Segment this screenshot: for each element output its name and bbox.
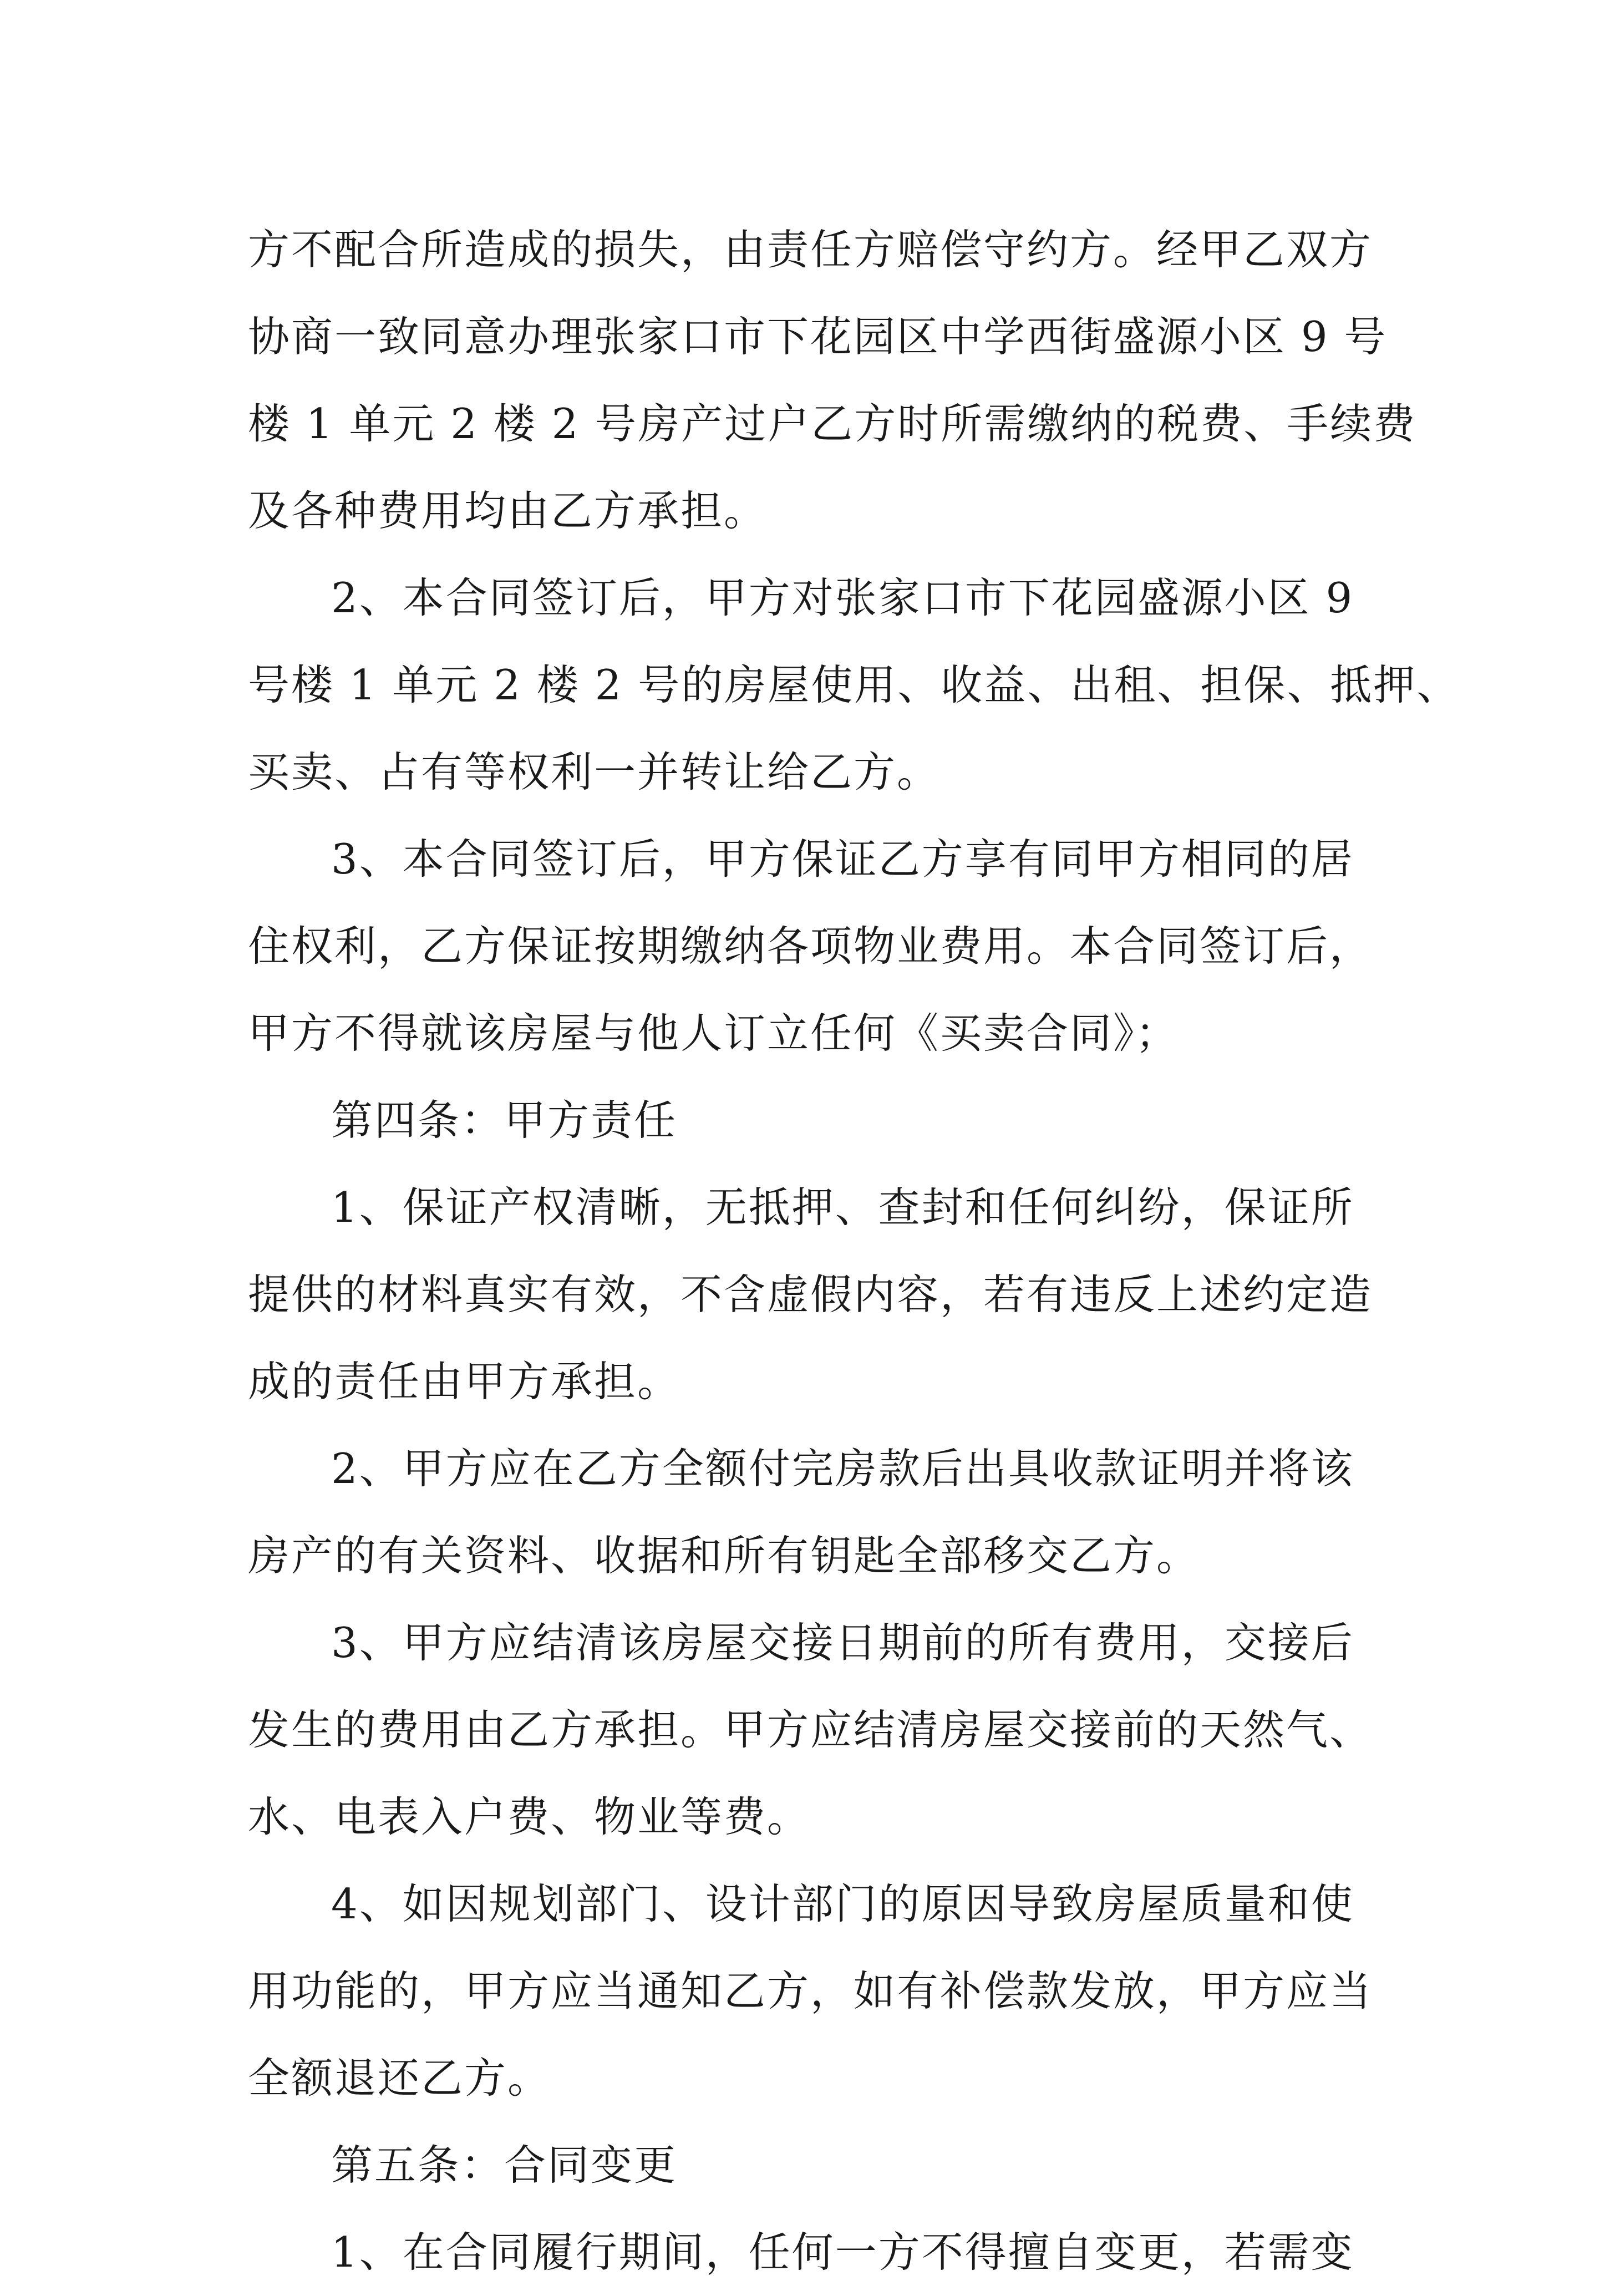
section-heading-article-4: 第四条：甲方责任 (331, 1096, 678, 1145)
text-line-20: 4、如因规划部门、设计部门的原因导致房屋质量和使 (331, 1880, 1354, 1928)
section-heading-article-5: 第五条：合同变更 (331, 2141, 678, 2190)
text-line-22: 全额退还乙方。 (248, 2054, 551, 2102)
text-line-13: 提供的材料真实有效，不含虚假内容，若有违反上述约定造 (248, 1270, 1373, 1319)
text-line-16: 房产的有关资料、收据和所有钥匙全部移交乙方。 (248, 1531, 1200, 1580)
text-line-15: 2、甲方应在乙方全额付完房款后出具收款证明并将该 (331, 1444, 1354, 1493)
text-line-19: 水、电表入户费、物业等费。 (248, 1792, 811, 1841)
text-line-17: 3、甲方应结清该房屋交接日期前的所有费用，交接后 (331, 1618, 1354, 1667)
text-line-4: 及各种费用均由乙方承担。 (248, 486, 768, 535)
text-line-6: 号楼 1 单元 2 楼 2 号的房屋使用、收益、出租、担保、抵押、 (248, 661, 1460, 709)
text-line-9: 住权利，乙方保证按期缴纳各项物业费用。本合同签订后， (248, 922, 1373, 971)
text-line-18: 发生的费用由乙方承担。甲方应结清房屋交接前的天然气、 (248, 1705, 1373, 1754)
text-line-5: 2、本合同签订后，甲方对张家口市下花园盛源小区 9 (331, 573, 1354, 622)
text-line-8: 3、本合同签订后，甲方保证乙方享有同甲方相同的居 (331, 835, 1354, 883)
text-line-10: 甲方不得就该房屋与他人订立任何《买卖合同》； (248, 1009, 1179, 1058)
text-line-7: 买卖、占有等权利一并转让给乙方。 (248, 748, 941, 796)
text-line-2: 协商一致同意办理张家口市下花园区中学西街盛源小区 9 号 (248, 312, 1388, 361)
contract-body-text (248, 206, 1460, 2296)
text-line-21: 用功能的，甲方应当通知乙方，如有补偿款发放，甲方应当 (248, 1967, 1373, 2015)
text-line-3: 楼 1 单元 2 楼 2 号房产过户乙方时所需缴纳的税费、手续费 (248, 399, 1417, 448)
text-line-1: 方不配合所造成的损失，由责任方赔偿守约方。经甲乙双方 (248, 225, 1373, 274)
text-line-24: 1、在合同履行期间，任何一方不得擅自变更，若需变 (331, 2228, 1354, 2277)
text-line-14: 成的责任由甲方承担。 (248, 1357, 681, 1406)
text-line-12: 1、保证产权清晰，无抵押、查封和任何纠纷，保证所 (331, 1183, 1354, 1232)
